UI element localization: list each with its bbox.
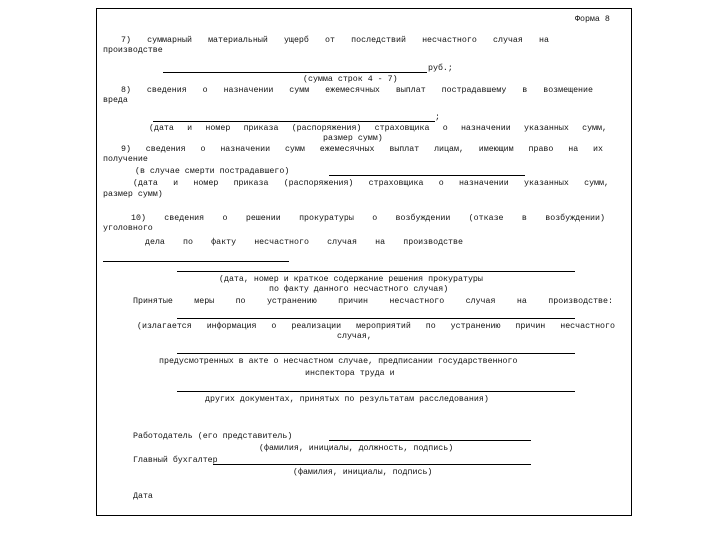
form-label: Форма 8 <box>575 15 610 24</box>
measures-caption3: предусмотренных в акте о несчастном случае, предписании государственного <box>159 357 518 366</box>
employer-signature-blank[interactable] <box>329 440 531 441</box>
item7-caption: (сумма строк 4 - 7) <box>303 75 398 84</box>
item10-caption1: (дата, номер и краткое содержание решения прокуратуры <box>219 275 483 284</box>
measures-blank2[interactable] <box>177 353 575 354</box>
measures-blank1[interactable] <box>177 318 575 319</box>
item8-blank-suffix: ; <box>435 113 440 122</box>
item8-caption2: размер сумм) <box>323 134 383 143</box>
employer-label: Работодатель (его представитель) <box>133 432 293 441</box>
accountant-label: Главный бухгалтер <box>133 456 218 465</box>
item8-caption1: (дата и номер приказа (распоряжения) страховщика о назначении указанных сумм, <box>149 124 607 133</box>
item9-line3: (в случае смерти пострадавшего) <box>135 167 290 176</box>
item7-line2: производстве <box>103 46 163 55</box>
measures-caption4: инспектора труда и <box>305 369 395 378</box>
employer-caption: (фамилия, инициалы, должность, подпись) <box>259 444 454 453</box>
item8-line2: вреда <box>103 96 128 105</box>
measures-caption2: случая, <box>337 332 372 341</box>
item10-blank1[interactable] <box>103 261 289 262</box>
form-page <box>96 8 632 516</box>
measures-caption5: других документах, принятых по результатам расследования) <box>205 395 489 404</box>
item8-line1: 8) сведения о назначении сумм ежемесячных выплат пострадавшему в возмещение <box>121 86 593 95</box>
measures-line1: Принятые меры по устранению причин несчастного случая на производстве: <box>133 297 613 306</box>
item9-caption1: (дата и номер приказа (распоряжения) страховщика о назначении указанных сумм, <box>133 179 609 188</box>
item9-caption2: размер сумм) <box>103 190 163 199</box>
item8-blank[interactable] <box>153 121 435 122</box>
item7-amount-suffix: руб.; <box>428 64 453 73</box>
measures-blank3[interactable] <box>177 391 575 392</box>
item10-line1: 10) сведения о решении прокуратуры о возбуждении (отказе в возбуждении) <box>131 214 605 223</box>
item10-caption2: по факту данного несчастного случая) <box>269 285 449 294</box>
item9-blank[interactable] <box>329 175 525 176</box>
item7-amount-blank[interactable] <box>163 72 427 73</box>
measures-caption1: (излагается информация о реализации мероприятий по устранению причин несчастного <box>137 322 615 331</box>
date-label: Дата <box>133 492 153 501</box>
item10-line3: дела по факту несчастного случая на производстве <box>145 238 463 247</box>
accountant-caption: (фамилия, инициалы, подпись) <box>293 468 433 477</box>
item10-blank2[interactable] <box>177 271 575 272</box>
item9-line2: получение <box>103 155 148 164</box>
item7-line1: 7) суммарный материальный ущерб от последствий несчастного случая на <box>121 36 549 45</box>
item10-line2: уголовного <box>103 224 153 233</box>
item9-line1: 9) сведения о назначении сумм ежемесячных выплат лицам, имеющим право на их <box>121 145 603 154</box>
accountant-signature-blank[interactable] <box>213 464 531 465</box>
